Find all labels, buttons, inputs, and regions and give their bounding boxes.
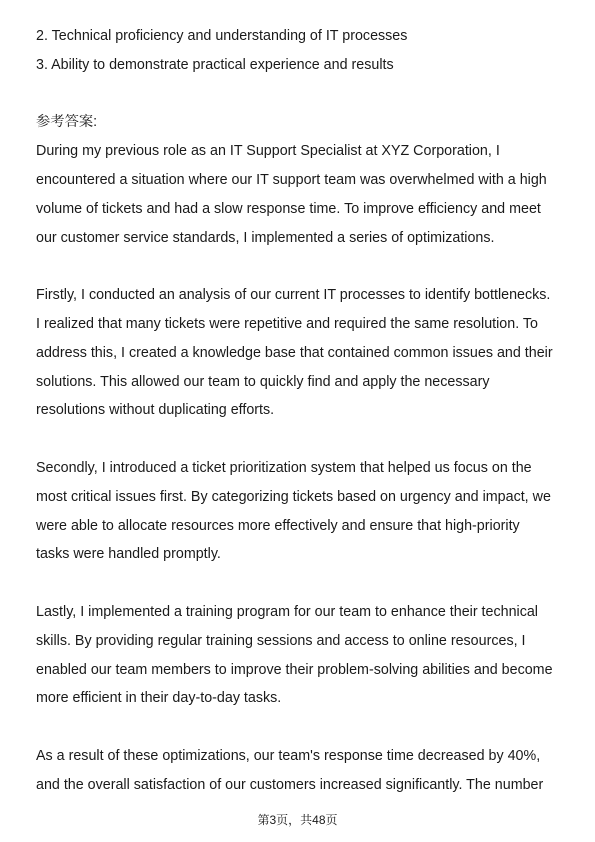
paragraph-line: volume of tickets and had a slow response time. To improve efficiency and meet [36,200,541,217]
paragraph [36,454,564,569]
paragraph-line: tasks were handled promptly. [36,546,221,563]
paragraph-line: encountered a situation where our IT support team was overwhelmed with a high [36,171,547,188]
criterion-item: 3. Ability to demonstrate practical experience and results [36,56,394,73]
paragraph-line: As a result of these optimizations, our team's response time decreased by 40%, [36,747,541,764]
page-number-footer: 第3页，共48页 [257,813,338,827]
blank-line [36,569,564,598]
paragraph-line: and the overall satisfaction of our customers increased significantly. The number [36,776,544,793]
paragraph [36,598,564,713]
document-body [36,22,564,800]
paragraph-line: skills. By providing regular training sessions and access to online resources, I [36,632,526,649]
paragraph-line: Secondly, I introduced a ticket prioritization system that helped us focus on the [36,459,532,476]
paragraph-line: address this, I created a knowledge base that contained common issues and their [36,344,553,361]
criterion-item: 2. Technical proficiency and understanding of IT processes [36,28,408,44]
paragraph-line: solutions. This allowed our team to quickly find and apply the necessary [36,373,490,390]
paragraph-line: During my previous role as an IT Support Specialist at XYZ Corporation, I [36,143,500,160]
paragraph-line: Lastly, I implemented a training program for our team to enhance their technical [36,603,538,620]
paragraph-line: were able to allocate resources more effectively and ensure that high-priority [36,517,520,534]
blank-line [36,425,564,454]
paragraph [36,742,564,800]
paragraph-line: most critical issues first. By categorizing tickets based on urgency and impact, we [36,488,551,505]
paragraph [36,281,564,425]
paragraph-line: enabled our team members to improve their problem-solving abilities and become [36,661,553,678]
blank-line [36,713,564,742]
paragraph-line: Firstly, I conducted an analysis of our current IT processes to identify bottlenecks. [36,287,551,304]
paragraph-line: resolutions without duplicating efforts. [36,402,275,419]
paragraph-line: more efficient in their day-to-day tasks. [36,690,282,707]
paragraph-line: our customer service standards, I implemented a series of optimizations. [36,229,495,246]
answer-heading: 参考答案: [36,114,98,131]
paragraph [36,137,564,252]
blank-line [36,252,564,281]
paragraph-line: I realized that many tickets were repetitive and required the same resolution. To [36,315,538,332]
blank-line [36,80,564,109]
